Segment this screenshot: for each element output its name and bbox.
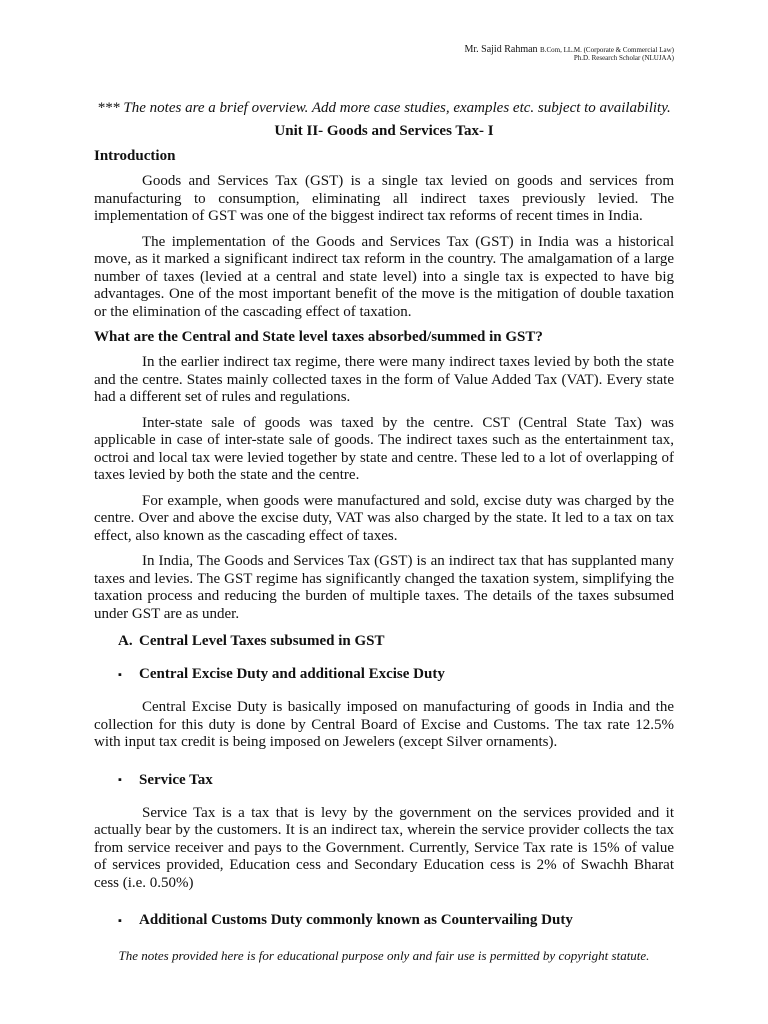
- list-marker: A.: [118, 633, 133, 649]
- intro-paragraph-2: The implementation of the Goods and Services Tax (GST) in India was a historical move, as it marked a significant indirect tax reform in the country. The amalgamation of a large number of taxes (levied at a central and state level) into a single tax is expected to have big advantages. One of the most important benefit of the move is the mitigation of double taxation or the elimination of the cascading effect of taxation.: [94, 233, 674, 320]
- author-scholar: Ph.D. Research Scholar (NLUJAA): [573, 54, 674, 62]
- bullet-service-tax: [118, 772, 674, 789]
- page-footer: The notes provided here is for educational purpose only and fair use is permitted by copyright statute.: [118, 948, 650, 963]
- unit-title: Unit II- Goods and Services Tax- I: [274, 123, 494, 139]
- square-bullet-icon: ▪: [118, 914, 122, 927]
- square-bullet-icon: ▪: [118, 668, 122, 681]
- overview-note: *** The notes are a brief overview. Add more case studies, examples etc. subject to availability.: [97, 100, 671, 116]
- bullet-countervailing-text: Additional Customs Duty commonly known as Countervailing Duty: [139, 912, 573, 928]
- excise-paragraph: Central Excise Duty is basically imposed on manufacturing of goods in India and the collection for this duty is done by Central Board of Excise and Customs. The tax rate 12.5% with input tax credit is being imposed on Jewelers (except Silver ornaments).: [94, 699, 674, 750]
- bullet-excise-text: Central Excise Duty and additional Excise Duty: [139, 666, 445, 682]
- square-bullet-icon: ▪: [118, 774, 122, 787]
- introduction-heading: Introduction: [94, 148, 176, 164]
- author-name: Mr. Sajid Rahman: [464, 44, 538, 55]
- bullet-service-text: Service Tax: [139, 771, 213, 788]
- central-taxes-list-heading: [118, 633, 674, 650]
- absorbed-paragraph-4: In India, The Goods and Services Tax (GST) is an indirect tax that has supplanted many taxes and levies. The GST regime has significantly changed the taxation system, simplifying the taxation process and reducing the burden of multiple taxes. The details of the taxes subsumed under GST are as under.: [94, 553, 674, 622]
- document-body: [94, 100, 674, 945]
- absorbed-paragraph-3: For example, when goods were manufactured and sold, excise duty was charged by the centre. Over and above the excise duty, VAT was also charged by the state. It led to a tax on tax effect, also known as the cascading effect of taxes.: [94, 492, 674, 544]
- service-tax-paragraph: Service Tax is a tax that is levy by the government on the services provided and it actually bear by the customers. It is an indirect tax, wherein the service provider collects the tax from service receiver and pays to the Government. Currently, Service Tax rate is 15% of value of services provided, Education cess and Secondary Education cess is 2% of Swachh Bharat cess (i.e. 0.50%): [94, 804, 674, 891]
- absorbed-taxes-heading: What are the Central and State level taxes absorbed/summed in GST?: [94, 329, 543, 345]
- intro-paragraph-1: Goods and Services Tax (GST) is a single tax levied on goods and services from manufacturing to consumption, eliminating all indirect taxes previously levied. The implementation of GST was one of the biggest indirect tax reforms of recent times in India.: [94, 173, 674, 224]
- absorbed-paragraph-2: Inter-state sale of goods was taxed by the centre. CST (Central State Tax) was applicable in case of inter-state sale of goods. The indirect taxes such as the entertainment tax, octroi and local tax were levied together by state and centre. These led to a lot of overlapping of taxes levied by both the state and the centre.: [94, 414, 674, 483]
- list-heading-text: Central Level Taxes subsumed in GST: [139, 633, 385, 649]
- author-credentials: B.Com, LL.M. (Corporate & Commercial Law): [540, 46, 674, 54]
- bullet-countervailing-duty: [118, 912, 674, 929]
- page-header: [464, 44, 674, 63]
- absorbed-paragraph-1: In the earlier indirect tax regime, there were many indirect taxes levied by both the state and the centre. States mainly collected taxes in the form of Value Added Tax (VAT). Every state had a different set of rules and regulations.: [94, 354, 674, 405]
- bullet-excise-duty: [118, 666, 674, 683]
